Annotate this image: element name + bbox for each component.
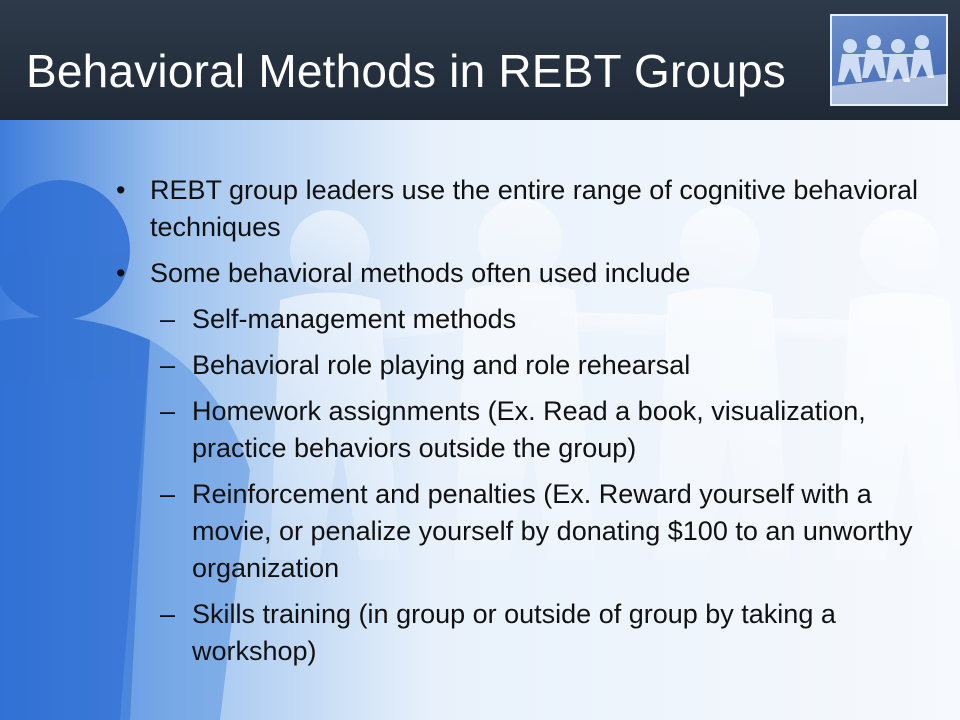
sub-item-text: Behavioral role playing and role rehearsal xyxy=(192,350,691,380)
bullet-item xyxy=(110,172,930,246)
sub-item-text: Homework assignments (Ex. Read a book, visualization, practice behaviors outside the group) xyxy=(192,396,866,463)
sub-item xyxy=(110,301,930,338)
bullet-marker: • xyxy=(116,258,126,288)
sub-item-text: Self-management methods xyxy=(192,304,517,334)
sub-marker: – xyxy=(160,479,176,509)
bullet-text: REBT group leaders use the entire range of cognitive behavioral techniques xyxy=(150,175,918,242)
bullet-item xyxy=(110,255,930,292)
sub-marker: – xyxy=(160,350,176,380)
sub-item xyxy=(110,476,930,587)
sub-item xyxy=(110,347,930,384)
sub-marker: – xyxy=(160,304,176,334)
slide-body xyxy=(110,172,930,679)
bullet-text: Some behavioral methods often used include xyxy=(150,258,691,288)
people-chain-logo-icon xyxy=(830,14,948,106)
sub-marker: – xyxy=(160,396,176,426)
sub-item-text: Skills training (in group or outside of group by taking a workshop) xyxy=(192,599,836,666)
sub-item-text: Reinforcement and penalties (Ex. Reward yourself with a movie, or penalize yourself by donating $100 to an unworthy organization xyxy=(192,479,913,583)
sub-item xyxy=(110,393,930,467)
bullet-marker: • xyxy=(116,175,126,205)
slide-title: Behavioral Methods in REBT Groups xyxy=(26,45,787,97)
sub-item xyxy=(110,596,930,670)
sub-marker: – xyxy=(160,599,176,629)
title-bar xyxy=(0,0,960,120)
